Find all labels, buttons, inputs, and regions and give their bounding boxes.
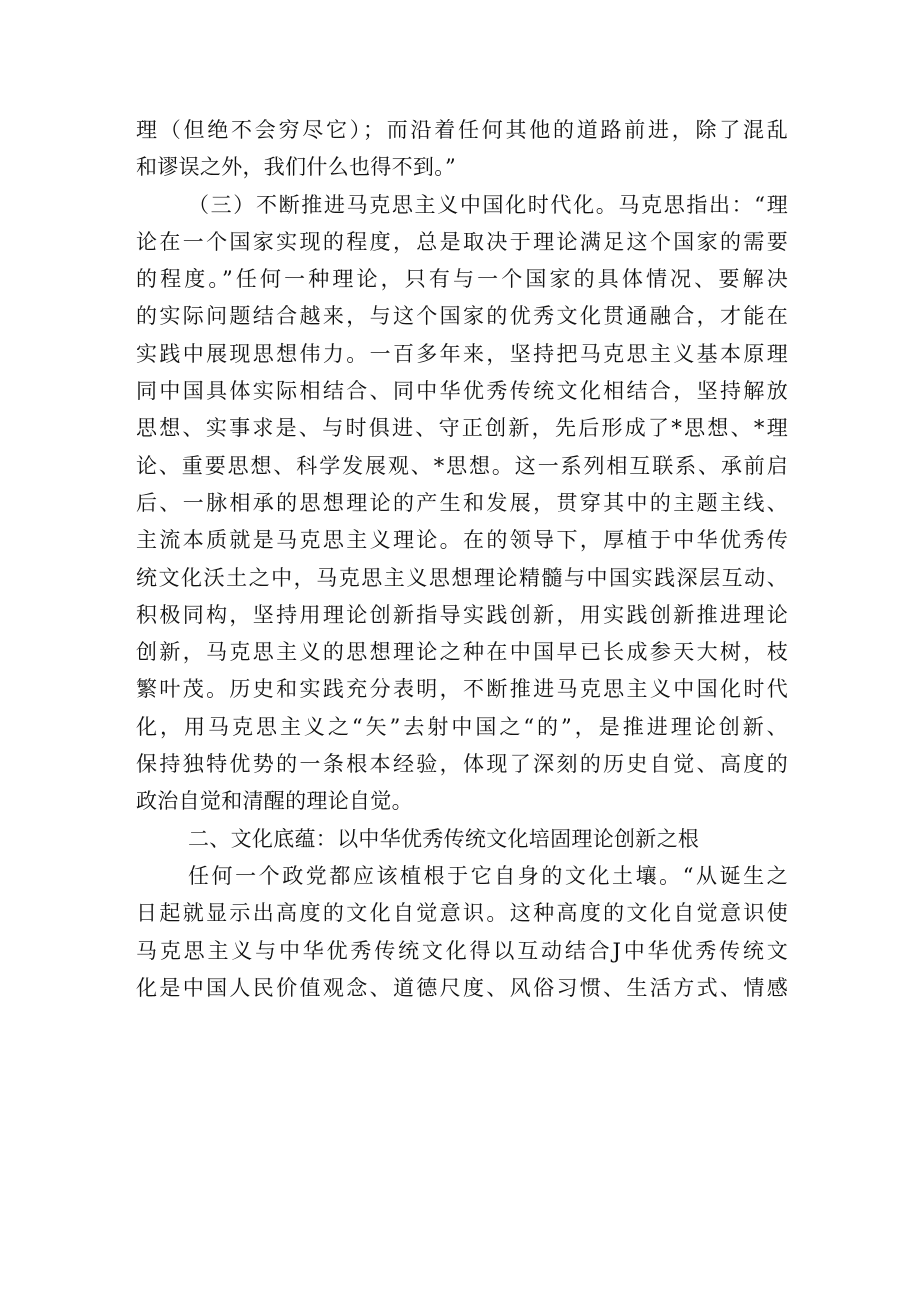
text-line: 论在一个国家实现的程度，总是取决于理论满足这个国家的需要: [136, 229, 788, 254]
text-line: 的程度。”任何一种理论，只有与一个国家的具体情况、要解决: [136, 267, 788, 292]
body-text: [136, 112, 788, 1007]
text-line: 主流本质就是马克思主义理论。在的领导下，厚植于中华优秀传: [136, 528, 788, 553]
text-line: 和谬误之外，我们什么也得不到。”: [136, 155, 457, 180]
text-line: 任何一个政党都应该植根于它自身的文化土壤。“从诞生之: [188, 863, 788, 888]
text-line: 日起就显示出高度的文化自觉意识。这种高度的文化自觉意识使: [136, 901, 788, 926]
text-line: 统文化沃土之中，马克思主义思想理论精髓与中国实践深层互动、: [136, 565, 788, 590]
text-line: 政治自觉和清醒的理论自觉。: [136, 789, 413, 814]
text-line: 论、重要思想、科学发展观、*思想。这一系列相互联系、承前启: [136, 453, 788, 478]
text-line: 积极同构，坚持用理论创新指导实践创新，用实践创新推进理论: [136, 602, 788, 627]
text-line: 创新，马克思主义的思想理论之种在中国早已长成参天大树，枝: [136, 640, 788, 665]
text-line: 二、文化底蕴：以中华优秀传统文化培固理论创新之根: [188, 826, 700, 851]
text-line: （三）不断推进马克思主义中国化时代化。马克思指出：“理: [188, 192, 788, 217]
text-line: 同中国具体实际相结合、同中华优秀传统文化相结合，坚持解放: [136, 379, 788, 404]
text-line: 思想、实事求是、与时俱进、守正创新，先后形成了*思想、*理: [136, 416, 788, 441]
text-line: 的实际问题结合越来，与这个国家的优秀文化贯通融合，才能在: [136, 304, 788, 329]
text-line: 保持独特优势的一条根本经验，体现了深刻的历史自觉、高度的: [136, 752, 788, 777]
text-line: 化是中国人民价值观念、道德尺度、风俗习惯、生活方式、情感: [136, 975, 788, 1000]
text-line: 实践中展现思想伟力。一百多年来，坚持把马克思主义基本原理: [136, 341, 788, 366]
text-line: 后、一脉相承的思想理论的产生和发展，贯穿其中的主题主线、: [136, 490, 788, 515]
text-line: 化，用马克思主义之“矢”去射中国之“的”，是推进理论创新、: [136, 714, 788, 739]
text-line: 理（但绝不会穷尽它）；而沿着任何其他的道路前进，除了混乱: [136, 118, 788, 142]
text-line: 马克思主义与中华优秀传统文化得以互动结合J中华优秀传统文: [136, 938, 788, 963]
text-line: 繁叶茂。历史和实践充分表明，不断推进马克思主义中国化时代: [136, 677, 788, 702]
